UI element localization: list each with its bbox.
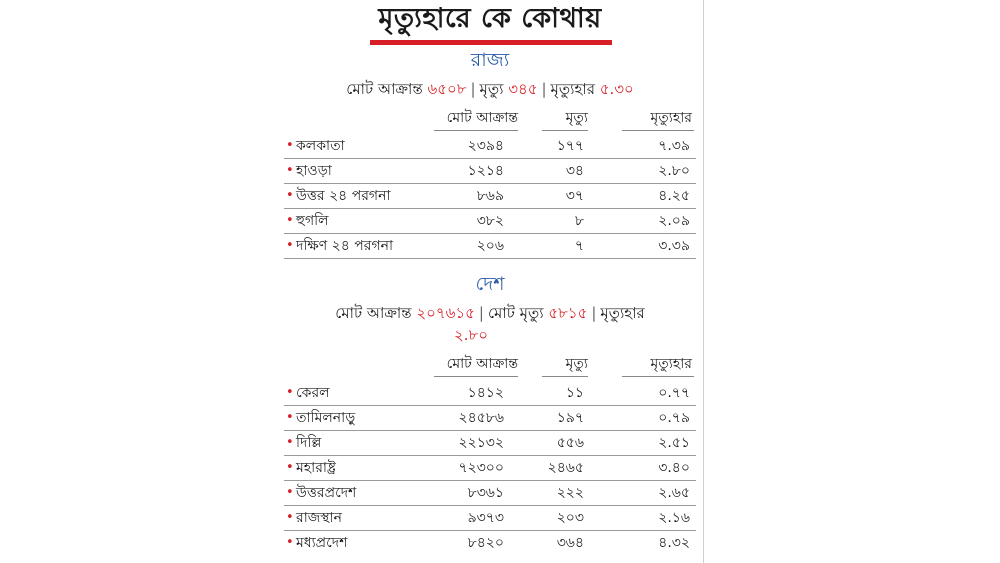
death-rate: ২.৮০ [658,163,690,179]
region-name: হুগলি [296,213,329,229]
region-name: তামিলনাড়ু [296,410,356,426]
state-col-rate: মৃত্যুহার [650,110,692,126]
total-cases: ৭২৩০০ [458,460,504,476]
bullet-icon: • [286,213,294,228]
table-row [284,406,696,431]
state-total-value: ৬৫০৮ [427,80,467,98]
country-rate-label: মৃত্যুহার [600,304,645,322]
country-total-value: ২০৭৬১৫ [416,304,475,322]
page-divider [703,0,704,563]
mortality-infographic [284,0,696,563]
region-name: কলকাতা [296,138,345,154]
separator: | [470,80,476,98]
bullet-icon: • [286,460,294,475]
bullet-icon: • [286,138,294,153]
region-name: দক্ষিণ ২৪ পরগনা [296,238,394,254]
total-cases: ২৩৯৪ [467,138,504,154]
region-name: মধ্যপ্রদেশ [296,535,348,551]
col-underline [622,130,694,131]
total-cases: ২২১৩২ [458,435,504,451]
table-row [284,381,696,406]
table-row [284,481,696,506]
col-underline [542,376,588,377]
region-name: উত্তর ২৪ পরগনা [296,188,391,204]
country-summary [284,302,696,324]
state-total-label: মোট আক্রান্ত [346,80,423,98]
country-deaths-value: ৫৮১৫ [548,304,588,322]
deaths: ৭ [574,238,584,254]
bullet-icon: • [286,188,294,203]
death-rate: ৩.৩৯ [658,238,690,254]
death-rate: ২.১৬ [658,510,690,526]
region-name: দিল্লি [296,435,322,451]
table-row [284,531,696,555]
table-row [284,134,696,159]
region-name: উত্তরপ্রদেশ [296,485,357,501]
state-col-deaths: মৃত্যু [565,110,588,126]
deaths: ৩৬৪ [556,535,584,551]
country-col-total: মোট আক্রান্ত [446,356,518,372]
country-heading: দেশ [475,273,505,295]
separator: | [478,304,484,322]
bullet-icon: • [286,535,294,550]
deaths: ১৯৭ [556,410,584,426]
state-deaths-value: ৩৪৫ [508,80,538,98]
total-cases: ২০৬ [476,238,504,254]
death-rate: ২.৫১ [658,435,690,451]
table-row [284,234,696,259]
death-rate: ০.৭৭ [658,385,690,401]
table-row [284,184,696,209]
col-underline [434,376,518,377]
col-underline [542,130,588,131]
deaths: ২০৩ [556,510,584,526]
deaths: ২৪৬৫ [547,460,584,476]
deaths: ৫৫৬ [556,435,584,451]
col-underline [434,130,518,131]
deaths: ১৭৭ [556,138,584,154]
table-row [284,431,696,456]
bullet-icon: • [286,435,294,450]
title-underline [370,40,612,45]
state-rate-value: ৫.৩০ [599,80,634,98]
bullet-icon: • [286,238,294,253]
country-rate-value: ২.৮০ [454,326,489,344]
death-rate: ২.০৯ [658,213,690,229]
country-col-deaths: মৃত্যু [565,356,588,372]
region-name: কেরল [296,385,330,401]
state-summary [284,78,696,100]
bullet-icon: • [286,385,294,400]
table-row [284,456,696,481]
state-deaths-label: মৃত্যু [479,80,504,98]
country-col-rate: মৃত্যুহার [650,356,692,372]
region-name: রাজস্থান [296,510,342,526]
total-cases: ১২১৪ [467,163,504,179]
death-rate: ৩.৪০ [658,460,690,476]
total-cases: ৮৩৬১ [467,485,504,501]
bullet-icon: • [286,163,294,178]
death-rate: ৪.৩২ [658,535,690,551]
total-cases: ৩৮২ [476,213,504,229]
total-cases: ৯৩৭৩ [467,510,504,526]
deaths: ৩৪ [565,163,584,179]
region-name: মহারাষ্ট্র [296,460,336,476]
main-title: মৃত্যুহারে কে কোথায় [378,3,602,34]
death-rate: ৪.২৫ [658,188,690,204]
deaths: ৮ [574,213,584,229]
table-row [284,506,696,531]
separator: | [591,304,597,322]
bullet-icon: • [286,510,294,525]
death-rate: ০.৭৯ [658,410,690,426]
total-cases: ১৪১২ [467,385,504,401]
state-rate-label: মৃত্যুহার [550,80,595,98]
deaths: ৩৭ [565,188,584,204]
table-row [284,209,696,234]
table-row [284,159,696,184]
col-underline [622,376,694,377]
total-cases: ৮৬৯ [476,188,504,204]
country-total-label: মোট আক্রান্ত [335,304,412,322]
state-heading: রাজ্য [470,49,510,71]
death-rate: ৭.৩৯ [658,138,690,154]
deaths: ১১ [565,385,584,401]
bullet-icon: • [286,485,294,500]
region-name: হাওড়া [296,163,332,179]
death-rate: ২.৬৫ [658,485,690,501]
bullet-icon: • [286,410,294,425]
total-cases: ৮৪২০ [467,535,504,551]
country-deaths-label: মোট মৃত্যু [487,304,544,322]
separator: | [541,80,547,98]
total-cases: ২৪৫৮৬ [458,410,504,426]
deaths: ২২২ [556,485,584,501]
state-col-total: মোট আক্রান্ত [446,110,518,126]
